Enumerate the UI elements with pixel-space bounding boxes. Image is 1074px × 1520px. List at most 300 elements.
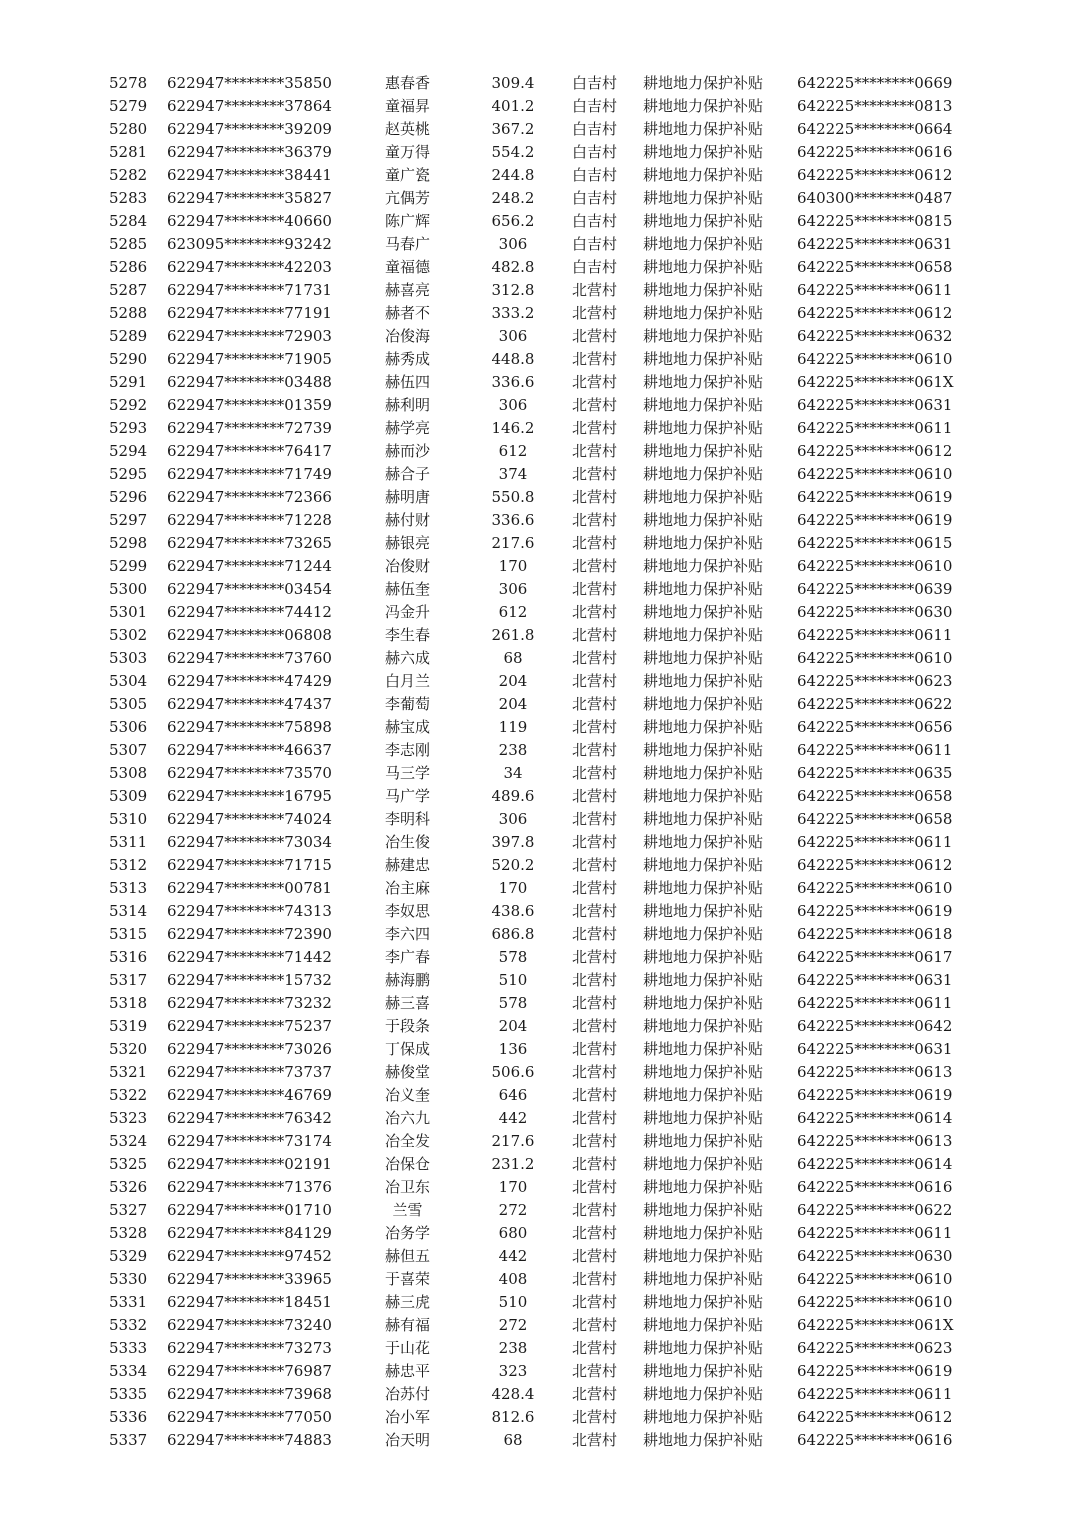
id-number: 642225********0611: [797, 419, 953, 437]
subsidy-type: 耕地地力保护补贴: [643, 1385, 764, 1403]
person-name: 李明科: [384, 810, 430, 828]
subsidy-type: 耕地地力保护补贴: [643, 419, 764, 437]
bank-card-number: 622947********38441: [167, 166, 332, 184]
bank-card-number: 622947********46637: [167, 741, 332, 759]
table-row: [0, 877, 1074, 900]
id-number: 642225********0610: [797, 557, 953, 575]
subsidy-amount: 204: [498, 672, 528, 690]
person-name: 冶卫东: [384, 1178, 430, 1196]
table-row: [0, 164, 1074, 187]
table-row: [0, 1337, 1074, 1360]
row-number: 5279: [109, 97, 148, 115]
table-row: [0, 762, 1074, 785]
row-number: 5336: [109, 1408, 148, 1426]
subsidy-amount: 442: [498, 1109, 528, 1127]
id-number: 642225********0631: [797, 235, 953, 253]
person-name: 李志刚: [384, 741, 430, 759]
subsidy-amount: 306: [498, 327, 528, 345]
id-number: 642225********0612: [797, 442, 953, 460]
person-name: 冶俊财: [384, 557, 430, 575]
id-number: 642225********0623: [797, 672, 953, 690]
id-number: 642225********0614: [797, 1155, 953, 1173]
person-name: 童广瓷: [384, 166, 430, 184]
id-number: 642225********0612: [797, 856, 953, 874]
person-name: 赫但五: [384, 1247, 430, 1265]
bank-card-number: 622947********73760: [167, 649, 332, 667]
subsidy-type: 耕地地力保护补贴: [643, 626, 764, 644]
row-number: 5280: [109, 120, 148, 138]
bank-card-number: 622947********35827: [167, 189, 332, 207]
village-name: 北营村: [572, 327, 618, 345]
subsidy-amount: 306: [498, 235, 528, 253]
person-name: 赫学亮: [384, 419, 430, 437]
bank-card-number: 622947********77191: [167, 304, 332, 322]
row-number: 5308: [109, 764, 148, 782]
village-name: 北营村: [572, 925, 618, 943]
village-name: 北营村: [572, 1086, 618, 1104]
village-name: 北营村: [572, 465, 618, 483]
row-number: 5295: [109, 465, 148, 483]
bank-card-number: 622947********71715: [167, 856, 332, 874]
bank-card-number: 622947********73265: [167, 534, 332, 552]
table-row: [0, 1153, 1074, 1176]
row-number: 5315: [109, 925, 148, 943]
subsidy-amount: 686.8: [491, 925, 535, 943]
subsidy-amount: 136: [498, 1040, 528, 1058]
village-name: 北营村: [572, 1316, 618, 1334]
person-name: 童福昇: [384, 97, 430, 115]
table-row: [0, 1061, 1074, 1084]
subsidy-amount: 238: [498, 741, 528, 759]
subsidy-type: 耕地地力保护补贴: [643, 511, 764, 529]
row-number: 5317: [109, 971, 148, 989]
village-name: 北营村: [572, 419, 618, 437]
row-number: 5337: [109, 1431, 148, 1449]
subsidy-type: 耕地地力保护补贴: [643, 1040, 764, 1058]
id-number: 642225********0613: [797, 1063, 953, 1081]
subsidy-type: 耕地地力保护补贴: [643, 879, 764, 897]
person-name: 白月兰: [384, 672, 430, 690]
table-row: [0, 1291, 1074, 1314]
id-number: 642225********0632: [797, 327, 953, 345]
subsidy-type: 耕地地力保护补贴: [643, 534, 764, 552]
person-name: 赫银亮: [384, 534, 430, 552]
person-name: 冶义奎: [384, 1086, 430, 1104]
village-name: 北营村: [572, 695, 618, 713]
village-name: 北营村: [572, 1339, 618, 1357]
village-name: 白吉村: [572, 258, 618, 276]
id-number: 642225********0815: [797, 212, 953, 230]
subsidy-type: 耕地地力保护补贴: [643, 442, 764, 460]
subsidy-amount: 204: [498, 1017, 528, 1035]
id-number: 642225********0617: [797, 948, 953, 966]
person-name: 冶六九: [384, 1109, 430, 1127]
village-name: 北营村: [572, 810, 618, 828]
subsidy-amount: 401.2: [491, 97, 535, 115]
subsidy-amount: 442: [498, 1247, 528, 1265]
person-name: 马广学: [384, 787, 430, 805]
id-number: 642225********0642: [797, 1017, 953, 1035]
table-row: [0, 555, 1074, 578]
bank-card-number: 622947********72390: [167, 925, 332, 943]
subsidy-amount: 438.6: [491, 902, 535, 920]
village-name: 北营村: [572, 1017, 618, 1035]
subsidy-type: 耕地地力保护补贴: [643, 1270, 764, 1288]
village-name: 北营村: [572, 649, 618, 667]
subsidy-type: 耕地地力保护补贴: [643, 465, 764, 483]
person-name: 亢偶芳: [384, 189, 430, 207]
subsidy-type: 耕地地力保护补贴: [643, 258, 764, 276]
village-name: 北营村: [572, 1155, 618, 1173]
bank-card-number: 622947********72366: [167, 488, 332, 506]
row-number: 5301: [109, 603, 148, 621]
person-name: 冶小军: [384, 1408, 430, 1426]
row-number: 5332: [109, 1316, 148, 1334]
village-name: 白吉村: [572, 189, 618, 207]
table-row: [0, 210, 1074, 233]
id-number: 642225********0631: [797, 396, 953, 414]
table-row: [0, 1038, 1074, 1061]
row-number: 5303: [109, 649, 148, 667]
village-name: 北营村: [572, 1408, 618, 1426]
bank-card-number: 622947********03488: [167, 373, 332, 391]
table-row: [0, 302, 1074, 325]
table-row: [0, 1360, 1074, 1383]
person-name: 兰雪: [392, 1201, 423, 1219]
village-name: 北营村: [572, 764, 618, 782]
village-name: 北营村: [572, 603, 618, 621]
bank-card-number: 622947********00781: [167, 879, 332, 897]
subsidy-type: 耕地地力保护补贴: [643, 787, 764, 805]
bank-card-number: 622947********97452: [167, 1247, 332, 1265]
subsidy-amount: 231.2: [491, 1155, 535, 1173]
bank-card-number: 622947********74313: [167, 902, 332, 920]
subsidy-amount: 261.8: [491, 626, 535, 644]
row-number: 5319: [109, 1017, 148, 1035]
subsidy-type: 耕地地力保护补贴: [643, 810, 764, 828]
subsidy-type: 耕地地力保护补贴: [643, 1063, 764, 1081]
subsidy-amount: 146.2: [491, 419, 535, 437]
village-name: 白吉村: [572, 74, 618, 92]
row-number: 5312: [109, 856, 148, 874]
subsidy-type: 耕地地力保护补贴: [643, 1362, 764, 1380]
subsidy-type: 耕地地力保护补贴: [643, 833, 764, 851]
id-number: 642225********0610: [797, 1270, 953, 1288]
table-row: [0, 95, 1074, 118]
row-number: 5325: [109, 1155, 148, 1173]
bank-card-number: 622947********76342: [167, 1109, 332, 1127]
person-name: 丁保成: [384, 1040, 430, 1058]
table-row: [0, 1107, 1074, 1130]
table-row: [0, 854, 1074, 877]
row-number: 5284: [109, 212, 148, 230]
person-name: 赫秀成: [384, 350, 430, 368]
row-number: 5321: [109, 1063, 148, 1081]
subsidy-type: 耕地地力保护补贴: [643, 189, 764, 207]
subsidy-amount: 306: [498, 580, 528, 598]
subsidy-type: 耕地地力保护补贴: [643, 1247, 764, 1265]
village-name: 北营村: [572, 833, 618, 851]
person-name: 赫而沙: [384, 442, 430, 460]
village-name: 北营村: [572, 856, 618, 874]
row-number: 5292: [109, 396, 148, 414]
row-number: 5326: [109, 1178, 148, 1196]
person-name: 赫伍奎: [384, 580, 430, 598]
table-row: [0, 417, 1074, 440]
row-number: 5320: [109, 1040, 148, 1058]
id-number: 642225********0610: [797, 1293, 953, 1311]
table-row: [0, 808, 1074, 831]
row-number: 5298: [109, 534, 148, 552]
bank-card-number: 622947********40660: [167, 212, 332, 230]
row-number: 5311: [109, 833, 148, 851]
bank-card-number: 622947********01710: [167, 1201, 332, 1219]
bank-card-number: 622947********74883: [167, 1431, 332, 1449]
village-name: 北营村: [572, 1178, 618, 1196]
person-name: 赫六成: [384, 649, 430, 667]
bank-card-number: 622947********73737: [167, 1063, 332, 1081]
person-name: 赵英桃: [384, 120, 430, 138]
subsidy-type: 耕地地力保护补贴: [643, 902, 764, 920]
id-number: 642225********0631: [797, 1040, 953, 1058]
row-number: 5335: [109, 1385, 148, 1403]
table-row: [0, 440, 1074, 463]
id-number: 642225********061X: [797, 1316, 954, 1334]
subsidy-type: 耕地地力保护补贴: [643, 695, 764, 713]
person-name: 赫喜亮: [384, 281, 430, 299]
table-row: [0, 1406, 1074, 1429]
village-name: 北营村: [572, 281, 618, 299]
person-name: 李葡萄: [384, 695, 430, 713]
village-name: 北营村: [572, 948, 618, 966]
table-row: [0, 187, 1074, 210]
bank-card-number: 622947********47429: [167, 672, 332, 690]
id-number: 642225********061X: [797, 373, 954, 391]
table-row: [0, 601, 1074, 624]
id-number: 642225********0619: [797, 1086, 953, 1104]
village-name: 北营村: [572, 1109, 618, 1127]
village-name: 白吉村: [572, 166, 618, 184]
bank-card-number: 622947********71376: [167, 1178, 332, 1196]
id-number: 642225********0658: [797, 787, 953, 805]
subsidy-amount: 550.8: [491, 488, 535, 506]
village-name: 北营村: [572, 672, 618, 690]
person-name: 于山花: [384, 1339, 430, 1357]
subsidy-type: 耕地地力保护补贴: [643, 603, 764, 621]
subsidy-type: 耕地地力保护补贴: [643, 350, 764, 368]
person-name: 冶苏付: [384, 1385, 430, 1403]
village-name: 北营村: [572, 994, 618, 1012]
bank-card-number: 622947********73570: [167, 764, 332, 782]
village-name: 北营村: [572, 1063, 618, 1081]
subsidy-amount: 656.2: [491, 212, 535, 230]
id-number: 642225********0616: [797, 1178, 953, 1196]
person-name: 马春广: [384, 235, 430, 253]
person-name: 于段条: [384, 1017, 430, 1035]
subsidy-type: 耕地地力保护补贴: [643, 212, 764, 230]
bank-card-number: 622947********72903: [167, 327, 332, 345]
row-number: 5299: [109, 557, 148, 575]
subsidy-type: 耕地地力保护补贴: [643, 235, 764, 253]
table-row: [0, 900, 1074, 923]
village-name: 白吉村: [572, 143, 618, 161]
table-row: [0, 716, 1074, 739]
person-name: 李广春: [384, 948, 430, 966]
bank-card-number: 622947********33965: [167, 1270, 332, 1288]
village-name: 北营村: [572, 534, 618, 552]
subsidy-amount: 578: [498, 994, 528, 1012]
id-number: 642225********0635: [797, 764, 953, 782]
bank-card-number: 622947********02191: [167, 1155, 332, 1173]
table-row: [0, 463, 1074, 486]
table-row: [0, 693, 1074, 716]
subsidy-amount: 482.8: [491, 258, 535, 276]
village-name: 北营村: [572, 350, 618, 368]
subsidy-type: 耕地地力保护补贴: [643, 971, 764, 989]
table-row: [0, 72, 1074, 95]
id-number: 642225********0615: [797, 534, 953, 552]
id-number: 642225********0639: [797, 580, 953, 598]
id-number: 642225********0611: [797, 281, 953, 299]
village-name: 北营村: [572, 1132, 618, 1150]
subsidy-type: 耕地地力保护补贴: [643, 580, 764, 598]
table-row: [0, 578, 1074, 601]
id-number: 642225********0611: [797, 1385, 953, 1403]
table-row: [0, 1314, 1074, 1337]
person-name: 冶生俊: [384, 833, 430, 851]
subsidy-type: 耕地地力保护补贴: [643, 327, 764, 345]
bank-card-number: 622947********71905: [167, 350, 332, 368]
table-row: [0, 1176, 1074, 1199]
village-name: 北营村: [572, 718, 618, 736]
table-row: [0, 1199, 1074, 1222]
bank-card-number: 622947********16795: [167, 787, 332, 805]
id-number: 642225********0630: [797, 603, 953, 621]
row-number: 5278: [109, 74, 148, 92]
row-number: 5334: [109, 1362, 148, 1380]
person-name: 赫三喜: [384, 994, 430, 1012]
person-name: 惠春香: [384, 74, 430, 92]
village-name: 北营村: [572, 971, 618, 989]
person-name: 李奴思: [384, 902, 430, 920]
table-row: [0, 394, 1074, 417]
bank-card-number: 622947********73968: [167, 1385, 332, 1403]
row-number: 5294: [109, 442, 148, 460]
person-name: 冶天明: [384, 1431, 430, 1449]
subsidy-amount: 578: [498, 948, 528, 966]
village-name: 北营村: [572, 1040, 618, 1058]
subsidy-type: 耕地地力保护补贴: [643, 1132, 764, 1150]
id-number: 642225********0611: [797, 833, 953, 851]
bank-card-number: 622947********06808: [167, 626, 332, 644]
bank-card-number: 623095********93242: [167, 235, 332, 253]
subsidy-type: 耕地地力保护补贴: [643, 1339, 764, 1357]
table-row: [0, 946, 1074, 969]
subsidy-amount: 336.6: [491, 373, 535, 391]
table-row: [0, 969, 1074, 992]
subsidy-amount: 204: [498, 695, 528, 713]
subsidy-type: 耕地地力保护补贴: [643, 120, 764, 138]
subsidy-type: 耕地地力保护补贴: [643, 97, 764, 115]
subsidy-type: 耕地地力保护补贴: [643, 925, 764, 943]
row-number: 5330: [109, 1270, 148, 1288]
village-name: 白吉村: [572, 120, 618, 138]
village-name: 北营村: [572, 1431, 618, 1449]
subsidy-type: 耕地地力保护补贴: [643, 281, 764, 299]
id-number: 642225********0658: [797, 258, 953, 276]
id-number: 642225********0612: [797, 166, 953, 184]
subsidy-type: 耕地地力保护补贴: [643, 557, 764, 575]
id-number: 640300********0487: [797, 189, 953, 207]
person-name: 赫建忠: [384, 856, 430, 874]
subsidy-amount: 612: [498, 603, 528, 621]
row-number: 5314: [109, 902, 148, 920]
person-name: 赫伍四: [384, 373, 430, 391]
table-row: [0, 624, 1074, 647]
subsidy-type: 耕地地力保护补贴: [643, 1224, 764, 1242]
table-row: [0, 1015, 1074, 1038]
row-number: 5286: [109, 258, 148, 276]
subsidy-type: 耕地地力保护补贴: [643, 994, 764, 1012]
subsidy-amount: 34: [503, 764, 523, 782]
subsidy-amount: 680: [498, 1224, 528, 1242]
id-number: 642225********0619: [797, 511, 953, 529]
subsidy-type: 耕地地力保护补贴: [643, 1109, 764, 1127]
village-name: 北营村: [572, 373, 618, 391]
table-row: [0, 670, 1074, 693]
row-number: 5328: [109, 1224, 148, 1242]
village-name: 北营村: [572, 879, 618, 897]
id-number: 642225********0614: [797, 1109, 953, 1127]
village-name: 北营村: [572, 1270, 618, 1288]
person-name: 赫合子: [384, 465, 430, 483]
person-name: 赫俊堂: [384, 1063, 430, 1081]
bank-card-number: 622947********76987: [167, 1362, 332, 1380]
subsidy-type: 耕地地力保护补贴: [643, 488, 764, 506]
id-number: 642225********0611: [797, 994, 953, 1012]
subsidy-type: 耕地地力保护补贴: [643, 649, 764, 667]
village-name: 白吉村: [572, 97, 618, 115]
person-name: 冶俊海: [384, 327, 430, 345]
row-number: 5333: [109, 1339, 148, 1357]
id-number: 642225********0619: [797, 902, 953, 920]
person-name: 赫利明: [384, 396, 430, 414]
subsidy-amount: 448.8: [491, 350, 535, 368]
subsidy-amount: 68: [503, 1431, 523, 1449]
subsidy-amount: 554.2: [491, 143, 535, 161]
row-number: 5318: [109, 994, 148, 1012]
person-name: 赫者不: [384, 304, 430, 322]
village-name: 北营村: [572, 580, 618, 598]
subsidy-type: 耕地地力保护补贴: [643, 74, 764, 92]
subsidy-amount: 520.2: [491, 856, 535, 874]
subsidy-type: 耕地地力保护补贴: [643, 1155, 764, 1173]
subsidy-amount: 408: [498, 1270, 528, 1288]
subsidy-amount: 248.2: [491, 189, 535, 207]
table-row: [0, 371, 1074, 394]
table-row: [0, 509, 1074, 532]
bank-card-number: 622947********35850: [167, 74, 332, 92]
bank-card-number: 622947********75898: [167, 718, 332, 736]
id-number: 642225********0610: [797, 350, 953, 368]
person-name: 冯金升: [384, 603, 430, 621]
id-number: 642225********0669: [797, 74, 953, 92]
subsidy-type: 耕地地力保护补贴: [643, 764, 764, 782]
subsidy-amount: 217.6: [491, 1132, 535, 1150]
person-name: 李六四: [384, 925, 430, 943]
id-number: 642225********0630: [797, 1247, 953, 1265]
village-name: 北营村: [572, 488, 618, 506]
